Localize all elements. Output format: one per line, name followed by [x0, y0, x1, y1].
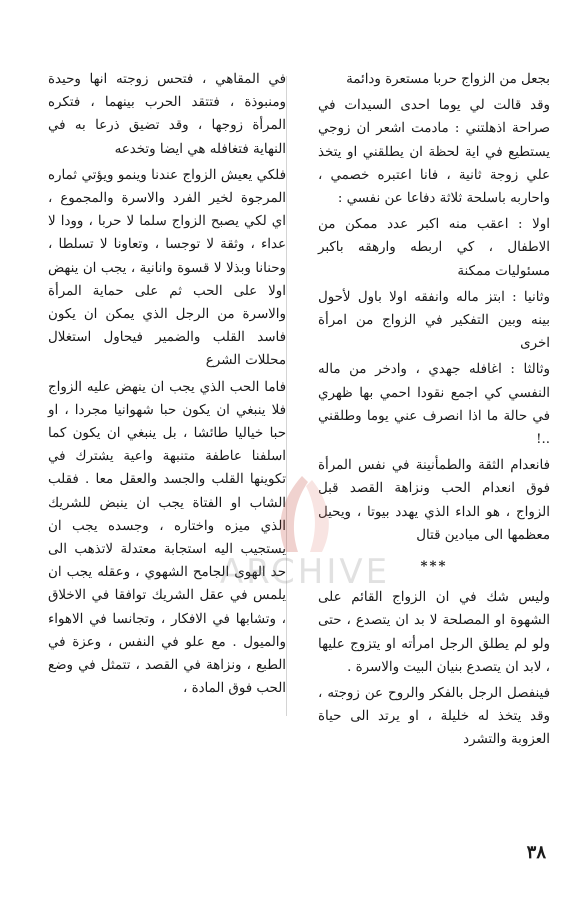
left-column [48, 68, 286, 703]
section-separator: *** [420, 558, 448, 575]
paragraph: وثالثا : اغافله جهدي ، وادخر من ماله النفسي كي اجمع نقودا احمي بها ظهري في حالة ما اذا انصرف عني يوما وطلقني ..! [318, 362, 550, 448]
paragraph: اولا : اعقب منه اكبر عدد ممكن من الاطفال ، كي اربطه وارهقه باكبر مسئوليات ممكنة [318, 217, 550, 279]
watermark-text: ARCHIVE [219, 552, 391, 592]
paragraph: فلكي يعيش الزواج عندنا وينمو ويؤتي ثماره المرجوة لخير الفرد والاسرة والمجموع ، اي لكي يصبح الزواج سلما لا حربا ، وودا لا عداء ، وثقة لا توجسا ، وتعاونا لا تسلطا ، وحنانا وبذلا لا قسوة وانانية ، يجب ان ينهض اولا على الحب ثم على حماية المرأة والاسرة من الرجل الذي يمكن ان يكون فاسد القلب والضمير فيحاول استغلال محللات الشرع [48, 167, 286, 369]
paragraph: فينفصل الرجل بالفكر والروح عن زوجته ، وقد يتخذ له خليلة ، او يرتد الى حياة العزوبة والتشرد [318, 686, 550, 748]
paragraph: وقد قالت لي يوما احدى السيدات في صراحة اذهلتني : مادمت اشعر ان زوجي يستطيع في اية لحظة ان يطلقني او يتخذ علي زوجة ثانية ، فانا اعتبره خصمي ، واحاربه باسلحة ثلاثة دفاعا عن نفسي : [318, 98, 550, 207]
paragraph: فانعدام الثقة والطمأنينة في نفس المرأة فوق انعدام الحب ونزاهة القصد قبل الزواج ، هو الداء الذي يهدد بيوتا ، ويحيل معظمها الى ميادين قتال [318, 458, 550, 543]
right-column [318, 68, 550, 755]
column-divider [286, 76, 287, 716]
paragraph: فاما الحب الذي يجب ان ينهض عليه الزواج فلا ينبغي ان يكون حبا شهوانيا مجردا ، او حبا خياليا طائشا ، بل ينبغي ان يكون كما اسلفنا عاطفة متنبهة واعية يشترك في تكوينها القلب والجسد والعقل معا . فقلب الشاب او الفتاة يجب ان ينبض للشريك الذي ميزه واختاره ، وجسده يجب ان يستجيب اليه استجابة معتدلة لاتذهب الى حد الهوى الجامح الشهوي ، وعقله يجب ان يلمس في عقل الشريك توافقا في الاخلاق ، وتشابها في الافكار ، وتجانسا في الاهواء والميول . مع علو في النفس ، وعزة في الطبع ، ونزاهة في القصد ، تتمثل في وضع الحب فوق المادة ، [48, 379, 286, 697]
paragraph: في المقاهي ، فتحس زوجته انها وحيدة ومنبوذة ، فتتقد الحرب بينهما ، فتكره المرأة زوجها ، وقد تضيق ذرعا به في النهاية فتغافله هي ايضا وتخدعه [48, 72, 286, 157]
paragraph: بجعل من الزواج حربا مستعرة ودائمة [346, 72, 550, 87]
page-number: ٣٨ [526, 842, 546, 863]
paragraph: وثانيا : ابتز ماله وانفقه اولا باول لأحول بينه وبين التفكير في الزواج من امرأة اخرى [318, 289, 550, 352]
paragraph: وليس شك في ان الزواج القائم على الشهوة او المصلحة لا بد ان يتصدع ، حتى ولو لم يطلق الرجل امرأته او يتزوج عليها ، لابد ان يتصدع بنيان البيت والاسرة . [318, 590, 550, 675]
